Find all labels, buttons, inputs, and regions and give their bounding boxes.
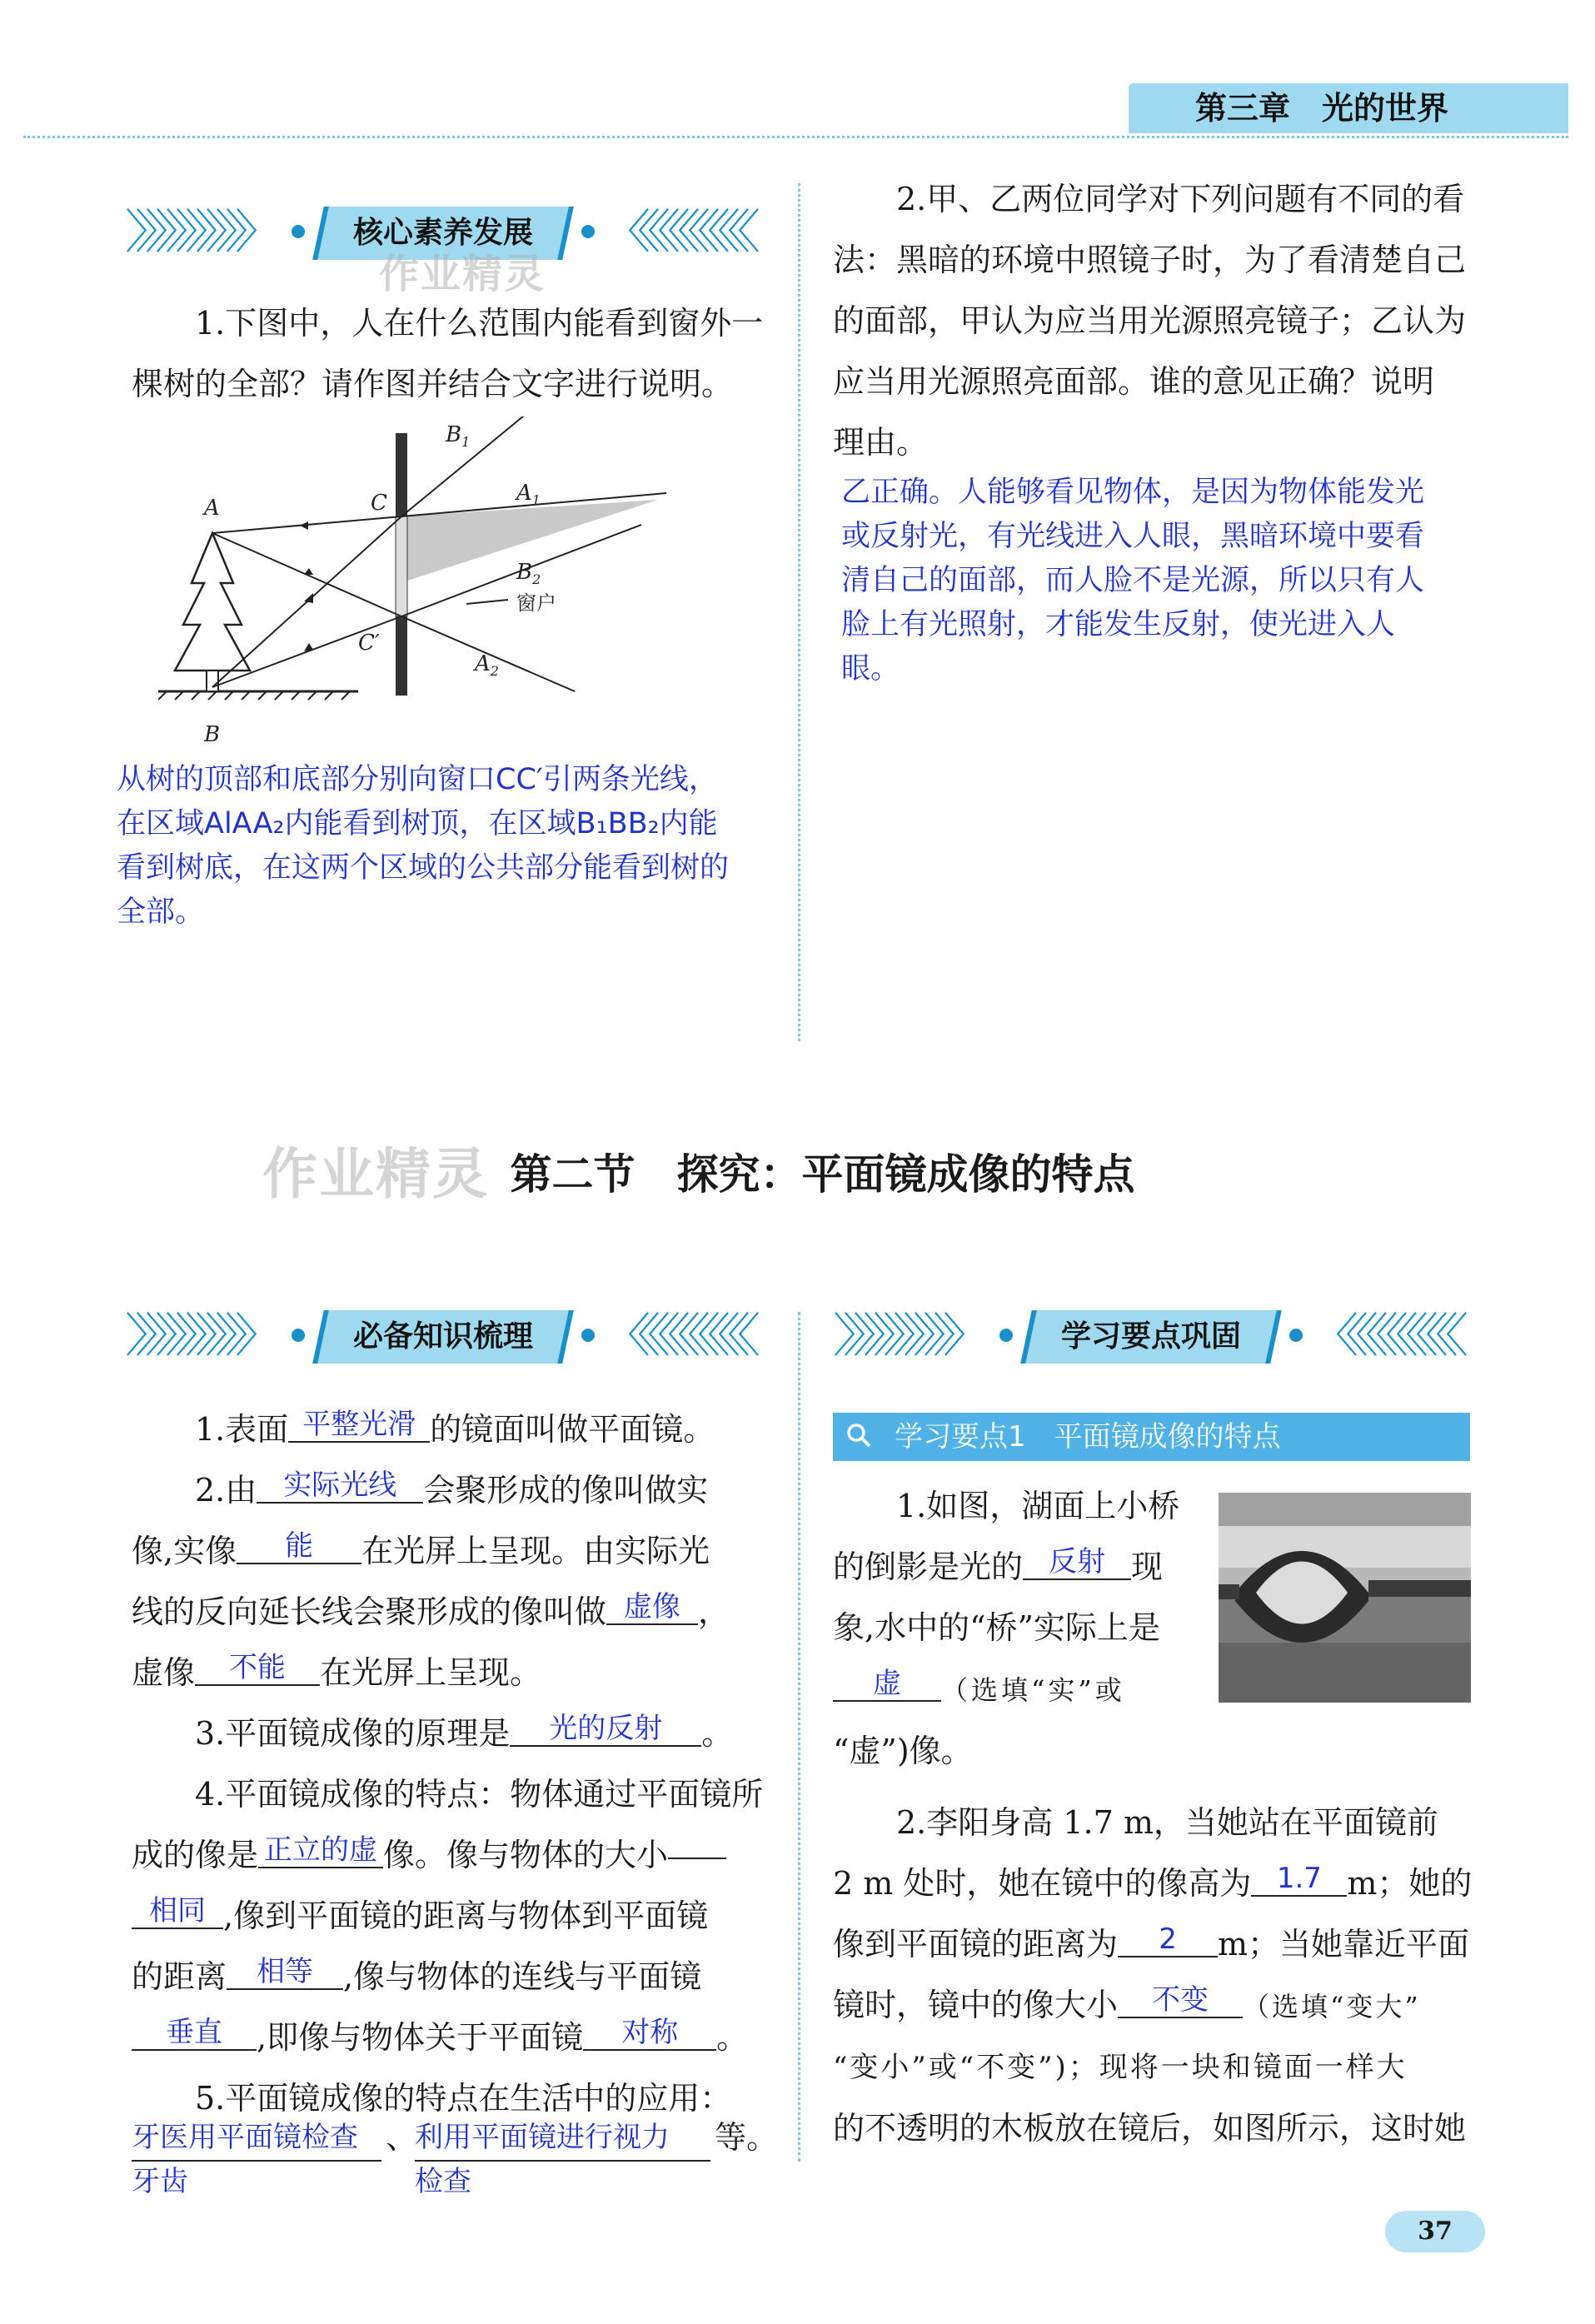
label-B1: B xyxy=(446,422,462,447)
column-divider-bottom xyxy=(798,1312,800,2162)
tree-window-figure xyxy=(158,416,691,750)
blank-3: 能 xyxy=(237,1529,361,1564)
blank-1: 平整光滑 xyxy=(288,1408,430,1443)
banner-knowledge-label: 必备知识梳理 xyxy=(352,1319,533,1354)
study-blank-height: 1.7 xyxy=(1251,1862,1347,1897)
label-C-prime: C′ xyxy=(358,631,380,656)
label-B2: B xyxy=(516,560,533,585)
tree-icon xyxy=(175,533,250,691)
svg-text:A1: $A_1$ xyxy=(516,481,541,508)
column-divider-top xyxy=(798,183,800,1041)
chapter-header: 第三章 光的世界 xyxy=(1129,83,1568,133)
blank-2: 实际光线 xyxy=(257,1469,423,1504)
svg-text:A2: $A_2$ xyxy=(475,651,499,679)
blank-11: 垂直 xyxy=(132,2016,257,2051)
knowledge-list: 1.表面 平整光滑 的镜面叫做平面镜。 2.由 实际光线 会聚形成的像叫做实 像,实像 能 在光屏上呈现。由实际光 线的反向延长线会聚形成的像叫做 虚像 ， 虚像 不能 在光屏上呈现。 3.平面镜成像的原理是 光的反射 。 4.平面镜成像的特点：物体通过平面镜所 成的像是 正立的虚 像。像与物体的大小 相同 ,像到平面镜的距离与物体到平面镜 的距离 相等 ,像与物体的连线与平面镜 垂直 ,即像与物体关于平面镜 对称 。 5.平面镜成像的特点在生活中的应用： xyxy=(132,1408,764,2117)
banner-study-points: 〉〉〉〉〉〉〉〉〉〉〉〉 学习要点巩固 〈〈〈〈〈〈〈〈〈〈〈〈 xyxy=(833,1309,1455,1364)
label-A2: A xyxy=(475,651,491,676)
keypoint-bar xyxy=(833,1413,1470,1461)
study-blank-reflection: 反射 xyxy=(1023,1545,1131,1580)
blank-5: 不能 xyxy=(195,1651,320,1686)
blank-13: 牙医用平面镜检查 xyxy=(132,2116,381,2162)
study-question-2: 2.李阳身高 1.7 m，当她站在平面镜前 2 m 处时，她在镜中的像高为 1.7 m；她的 像到平面镜的距离为 2 m；当她靠近平面 镜时，镜中的像大小 不变 （选填“变大” “变小”或“不变”)；现将一块和镜面一样大 的不透明的木板放在镜后，如图所示，这时她 xyxy=(833,1804,1473,2147)
core-question-1: 1.下图中，人在什么范围内能看到窗外一 棵树的全部？请作图并结合文字进行说明。 xyxy=(132,305,764,402)
banner-core-literacy: 〉〉〉〉〉〉〉〉〉〉〉〉 核心素养发展 〈〈〈〈〈〈〈〈〈〈〈〈 xyxy=(125,206,747,260)
label-A1: A xyxy=(516,481,532,506)
page-number: 37 xyxy=(1385,2211,1485,2252)
blank-10: 相等 xyxy=(227,1955,343,1990)
keypoint-label: 学习要点1 平面镜成像的特点 xyxy=(895,1420,1281,1454)
core-answer-2: 乙正确。人能够看见物体，是因为物体能发光 或反射光，有光线进入人眼，黑暗环境中要看 清自己的面部，而人脸不是光源，所以只有人 脸上有光照射，才能发生反射，使光进入人 眼。 xyxy=(841,476,1425,686)
study-blank-distance: 2 xyxy=(1118,1923,1218,1957)
label-B: B xyxy=(204,722,221,747)
core-question-2: 2.甲、乙两位同学对下列问题有不同的看 法：黑暗的环境中照镜子时，为了看清楚自己 的面部，甲认为应当用光源照亮镜子；乙认为 应当用光源照亮面部。谁的意见正确？说明 理由。 xyxy=(833,181,1467,461)
blank-4: 虚像 xyxy=(606,1590,698,1625)
watermark-title: 作业精灵 xyxy=(262,1142,489,1206)
core-answer-1: 从树的顶部和底部分别向窗口CC′引两条光线， 在区域AlAA₂内能看到树顶，在区域B₁BB₂内能 看到树底，在这两个区域的公共部分能看到树的 全部。 xyxy=(117,763,730,929)
label-A: A xyxy=(204,496,220,521)
blank-8: 正立的虚 xyxy=(258,1833,383,1868)
bridge-photo xyxy=(1219,1493,1471,1703)
blank-12: 对称 xyxy=(583,2016,716,2051)
header-divider xyxy=(23,136,1568,138)
svg-text:B2: $B_2$ xyxy=(516,560,541,587)
magnifier-icon xyxy=(846,1423,871,1448)
watermark: 作业精灵 xyxy=(379,251,546,297)
label-window: 窗户 xyxy=(516,591,556,615)
banner-study-label: 学习要点巩固 xyxy=(1060,1319,1241,1354)
study-question-1: 1.如图，湖面上小桥 的倒影是光的 反射 现 象,水中的“桥”实际上是 虚 （选填“实”或 “虚”)像。 xyxy=(833,1488,1180,1769)
blank-9: 相同 xyxy=(132,1894,223,1929)
banner-core-label: 核心素养发展 xyxy=(352,216,533,250)
study-blank-virtual: 虚 xyxy=(833,1667,941,1702)
svg-text:B1: $B_1$ xyxy=(446,422,471,450)
blank-14: 利用平面镜进行视力 xyxy=(415,2116,710,2162)
section-title: 第二节 探究：平面镜成像的特点 xyxy=(510,1150,1135,1199)
study-blank-size: 不变 xyxy=(1118,1983,1243,2018)
blank-6: 光的反射 xyxy=(510,1712,701,1747)
label-C: C xyxy=(371,491,387,516)
banner-essential-knowledge: 〉〉〉〉〉〉〉〉〉〉〉〉 必备知识梳理 〈〈〈〈〈〈〈〈〈〈〈〈 xyxy=(125,1309,747,1364)
